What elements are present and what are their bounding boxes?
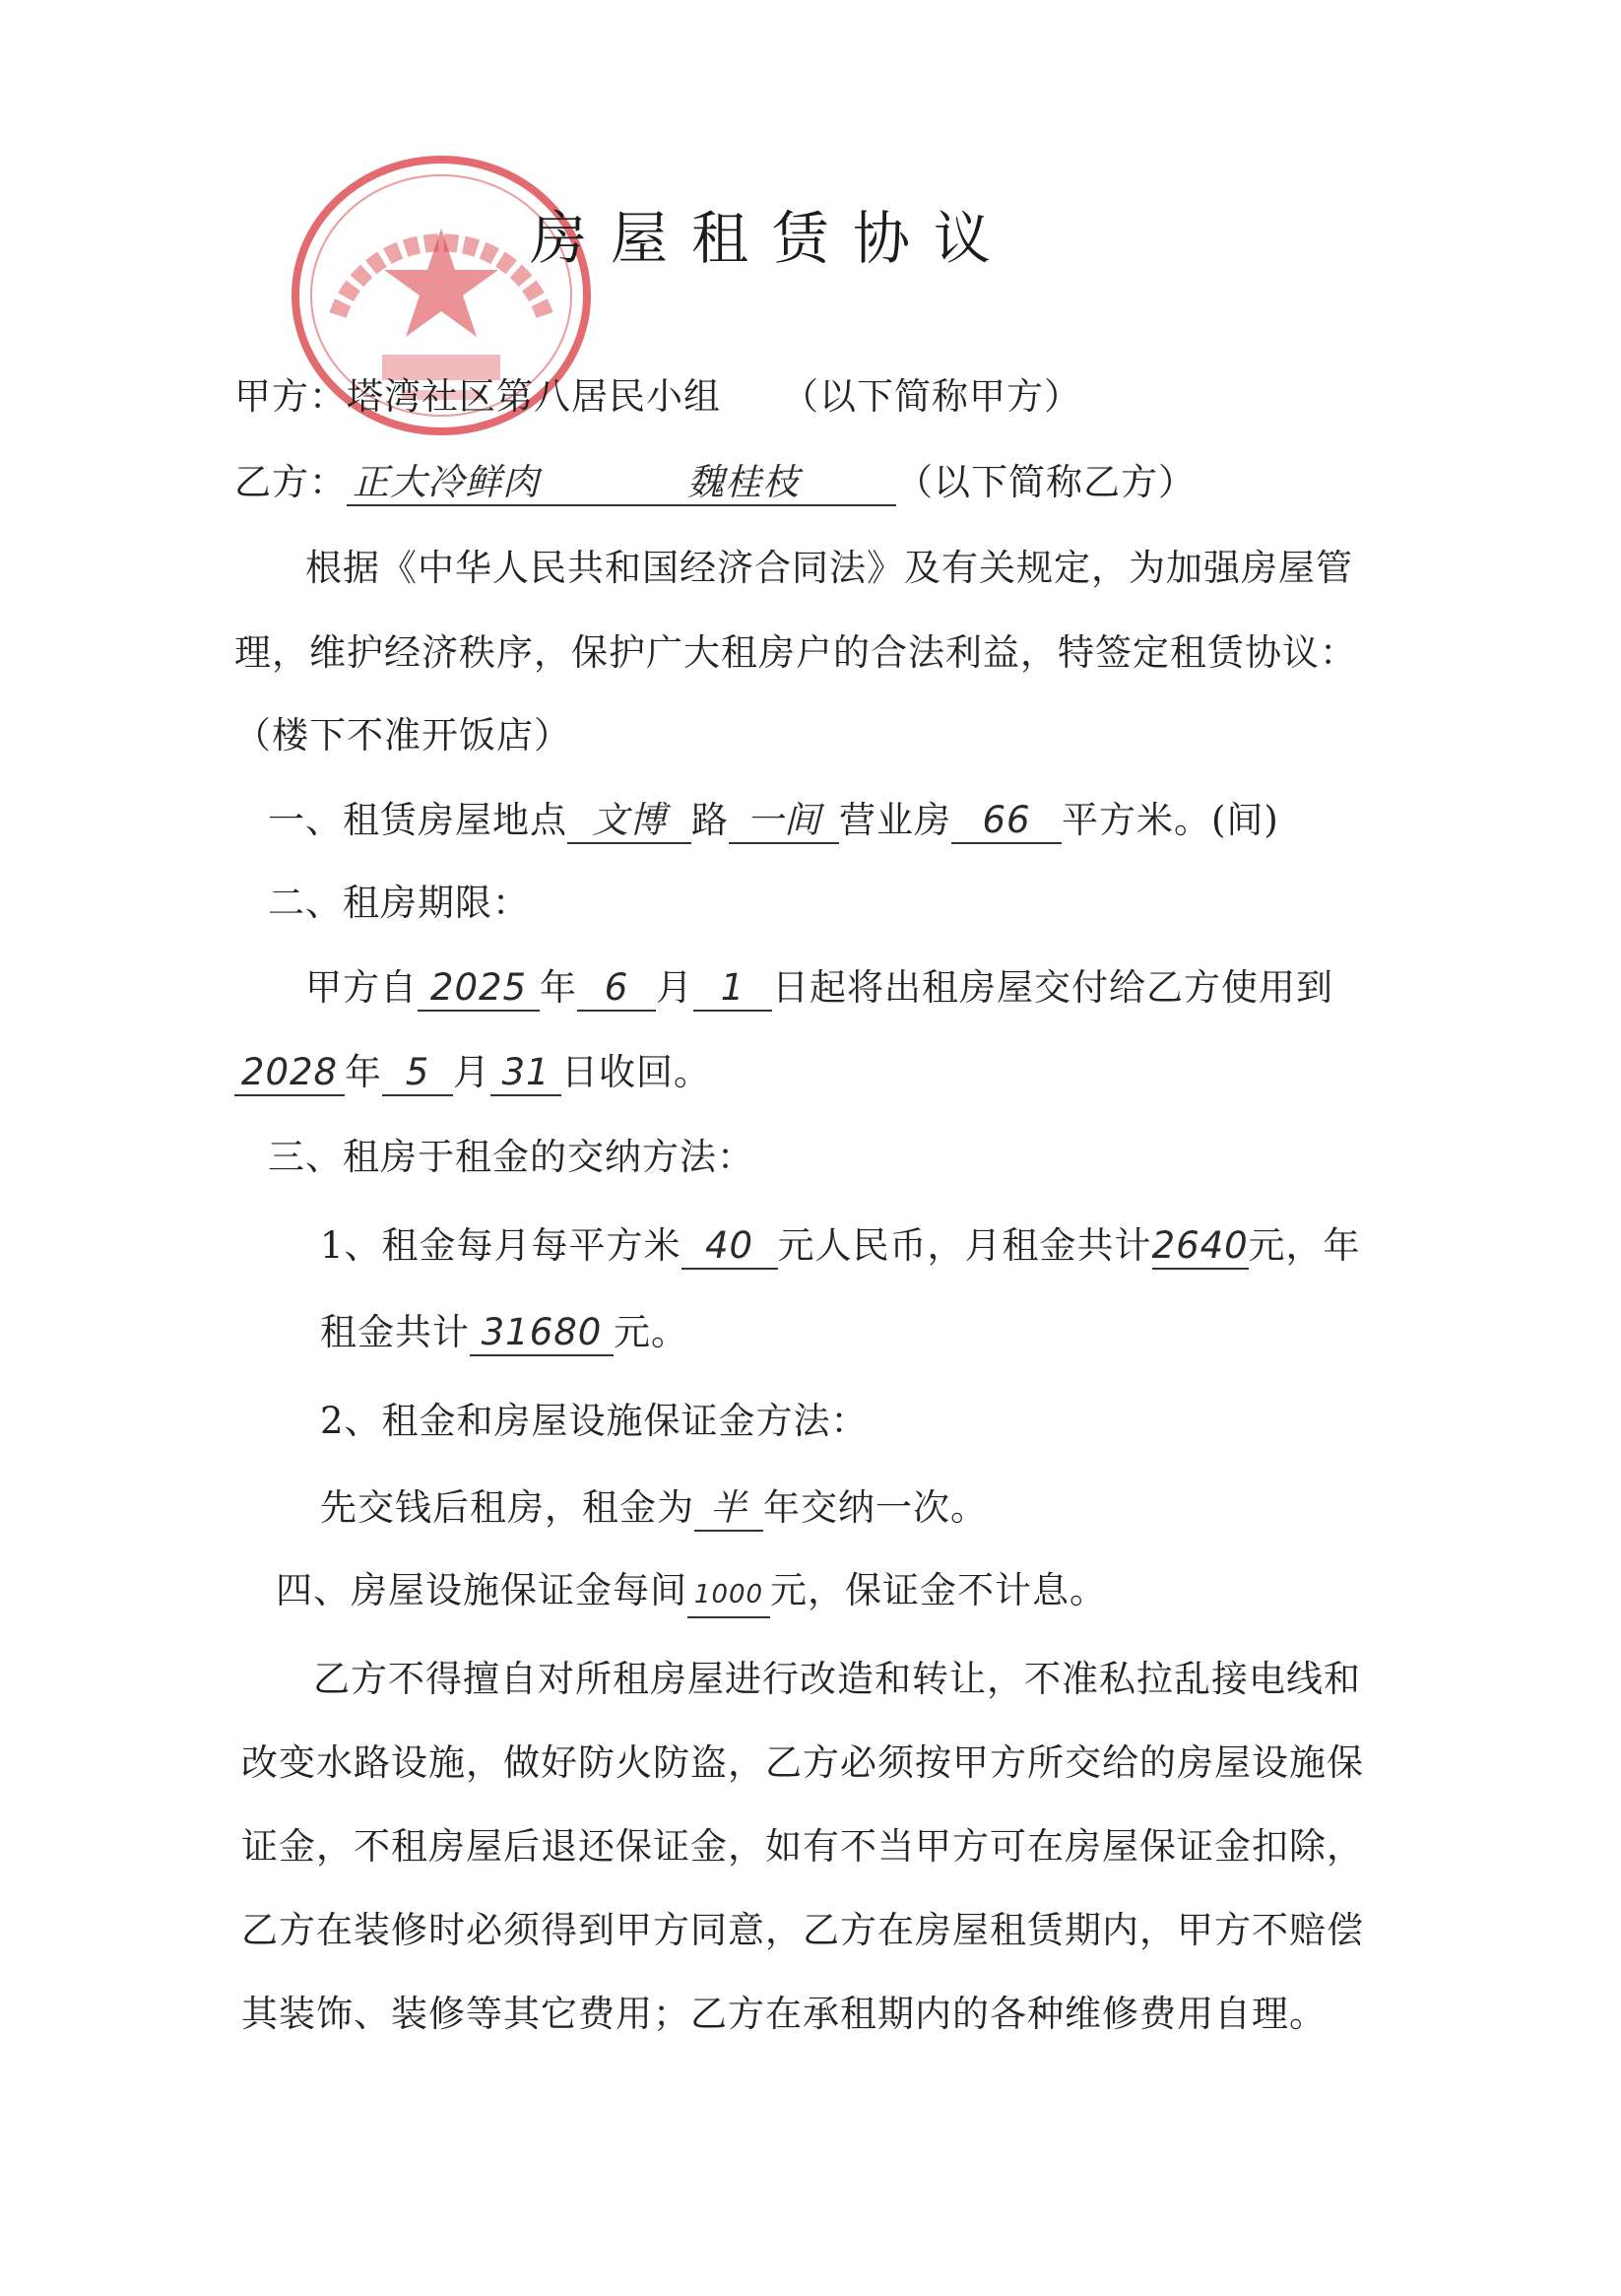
section-1-prefix: 一、租赁房屋地点 <box>268 799 567 841</box>
end-year-char: 年 <box>345 1051 382 1093</box>
section-3-heading: 三、租房于租金的交纳方法： <box>268 1136 754 1178</box>
party-b-note: （以下简称乙方） <box>896 461 1196 503</box>
yearly-rent-field: 31680 <box>470 1311 614 1356</box>
rent-item1-mid: 元人民币，月租金共计 <box>777 1224 1152 1267</box>
lease-start-line <box>305 963 1333 1013</box>
start-month-char: 月 <box>656 966 693 1009</box>
end-year-field: 2028 <box>234 1051 345 1096</box>
end-day-field: 31 <box>490 1051 561 1096</box>
party-b-line <box>234 458 1196 507</box>
shop-label: 营业房 <box>839 799 951 841</box>
lease-end-line <box>234 1048 711 1097</box>
end-suffix: 日收回。 <box>561 1051 711 1093</box>
terms-line-1: 乙方不得擅自对所租房屋进行改造和转让，不准私拉乱接电线和 <box>313 1658 1361 1700</box>
seal-star-icon <box>384 229 498 337</box>
party-b-name: 正大冷鲜肉 <box>353 461 540 503</box>
rent-item1-prefix: 1、租金每月每平方米 <box>320 1224 681 1267</box>
start-day-field: 1 <box>693 966 772 1012</box>
section-4-prefix: 四、房屋设施保证金每间 <box>276 1569 687 1611</box>
start-suffix: 日起将出租房屋交付给乙方使用到 <box>772 966 1333 1009</box>
intro-line-3: （楼下不准开饭店） <box>234 714 571 756</box>
party-b-label: 乙方： <box>234 461 347 503</box>
party-a-name: 塔湾社区第八居民小组 <box>347 375 721 418</box>
end-month-char: 月 <box>453 1051 490 1093</box>
end-month-field: 5 <box>382 1051 453 1096</box>
intro-line-1: 根据《中华人民共和国经济合同法》及有关规定，为加强房屋管 <box>305 547 1353 589</box>
party-b-signature: 魏桂枝 <box>687 461 800 503</box>
monthly-rent-field: 2640 <box>1152 1224 1249 1270</box>
section-2-heading: 二、租房期限： <box>268 882 530 924</box>
street-field: 文博 <box>567 799 691 844</box>
area-field: 66 <box>951 799 1062 844</box>
unit-field: 一间 <box>729 799 839 844</box>
pay-prefix: 先交钱后租房，租金为 <box>320 1486 694 1529</box>
terms-line-3: 证金，不租房屋后退还保证金，如有不当甲方可在房屋保证金扣除， <box>241 1825 1364 1868</box>
pay-suffix: 年交纳一次。 <box>763 1486 988 1529</box>
party-a-line <box>234 372 1081 422</box>
section-4-deposit <box>276 1566 1107 1618</box>
terms-line-5: 其装饰、装修等其它费用；乙方在承租期内的各种维修费用自理。 <box>241 1993 1327 2035</box>
terms-line-4: 乙方在装修时必须得到甲方同意，乙方在房屋租赁期内，甲方不赔偿 <box>241 1909 1364 1951</box>
price-per-sqm-field: 40 <box>681 1224 778 1270</box>
yearly-prefix: 租金共计 <box>320 1311 470 1353</box>
area-suffix: 平方米。(间) <box>1062 799 1279 841</box>
deposit-method-line: 2、租金和房屋设施保证金方法： <box>320 1400 869 1442</box>
rent-item1-suffix: 元，年 <box>1248 1224 1361 1267</box>
party-a-note: （以下简称甲方） <box>782 375 1081 418</box>
yearly-suffix: 元。 <box>614 1311 688 1353</box>
section-1-location <box>268 796 1279 845</box>
document-title: 房屋租赁协议 <box>530 205 1015 272</box>
party-a-label: 甲方： <box>234 375 347 418</box>
party-b-field <box>347 461 896 506</box>
yearly-rent-line <box>320 1308 688 1357</box>
start-prefix: 甲方自 <box>305 966 418 1009</box>
start-year-char: 年 <box>540 966 577 1009</box>
road-label: 路 <box>691 799 729 841</box>
payment-period-line <box>320 1483 988 1533</box>
intro-line-2: 理，维护经济秩序，保护广大租房户的合法利益，特签定租赁协议： <box>234 631 1357 674</box>
start-year-field: 2025 <box>418 966 540 1012</box>
rent-price-line <box>320 1221 1361 1271</box>
section-4-suffix: 元，保证金不计息。 <box>770 1569 1107 1611</box>
deposit-field: 1000 <box>687 1573 770 1618</box>
pay-period-field: 半 <box>694 1486 763 1532</box>
start-month-field: 6 <box>577 966 656 1012</box>
terms-line-2: 改变水路设施，做好防火防盗，乙方必须按甲方所交给的房屋设施保 <box>241 1741 1364 1784</box>
